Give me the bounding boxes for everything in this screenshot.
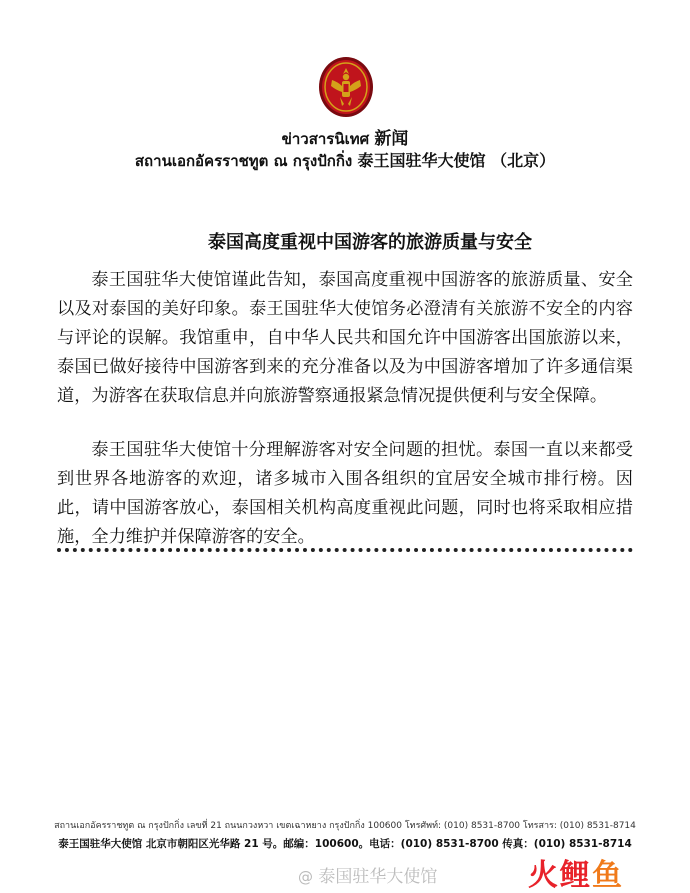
logo-char-3: 鱼	[592, 858, 624, 893]
embassy-name: 泰王国驻华大使馆 （北京）	[357, 151, 556, 170]
at-symbol: @	[298, 868, 313, 886]
header-news-line	[0, 124, 690, 151]
paragraph-2: 泰王国驻华大使馆十分理解游客对安全问题的担忧。泰国一直以来都受到世界各地游客的欢迎，诸多城市入围各组织的宜居安全城市排行榜。因此，请中国游客放心，泰国相关机构高度重视此问题，同时也将采取相应措施，全力维护并保障游客的安全。	[57, 440, 633, 547]
logo-text	[528, 858, 624, 893]
logo-char-1: 火	[528, 858, 560, 893]
site-logo	[528, 850, 678, 893]
header-embassy-line	[0, 148, 690, 173]
logo-char-2: 鲤	[560, 858, 592, 893]
dotted-divider	[57, 548, 633, 552]
weibo-watermark	[298, 862, 437, 887]
thai-embassy-name: สถานเอกอัครราชทูต ณ กรุงปักกิ่ง	[134, 152, 353, 170]
garuda-emblem-icon	[318, 56, 374, 118]
footer-chinese-address: 泰王国驻华大使馆 北京市朝阳区光华路 21 号。邮编：100600。电话：(010) 8531-8700 传真：(010) 8531-8714	[58, 838, 632, 850]
thai-news-label: ข่าวสารนิเทศ	[281, 130, 370, 148]
news-label: 新闻	[374, 129, 409, 149]
watermark-text: 泰国驻华大使馆	[318, 867, 438, 887]
footer-thai-address: สถานเอกอัครราชทูต ณ กรุงปักกิ่ง เลขที่ 21 ถนนกวงหวา เขตเฉาหยาง กรุงปักกิ่ง 100600 โทรศัพท์: (010) 8531-8700 โทรสาร: (010) 8531-8714	[54, 821, 636, 831]
document-title: 泰国高度重视中国游客的旅游质量与安全	[208, 232, 532, 253]
paragraph-1: 泰王国驻华大使馆谨此告知，泰国高度重视中国游客的旅游质量、安全以及对泰国的美好印象。泰王国驻华大使馆务必澄清有关旅游不安全的内容与评论的误解。我馆重申，自中华人民共和国允许中国游客出国旅游以来，泰国已做好接待中国游客到来的充分准备以及为中国游客增加了许多通信渠道，为游客在获取信息并向旅游警察通报紧急情况提供便利与安全保障。	[57, 270, 633, 406]
